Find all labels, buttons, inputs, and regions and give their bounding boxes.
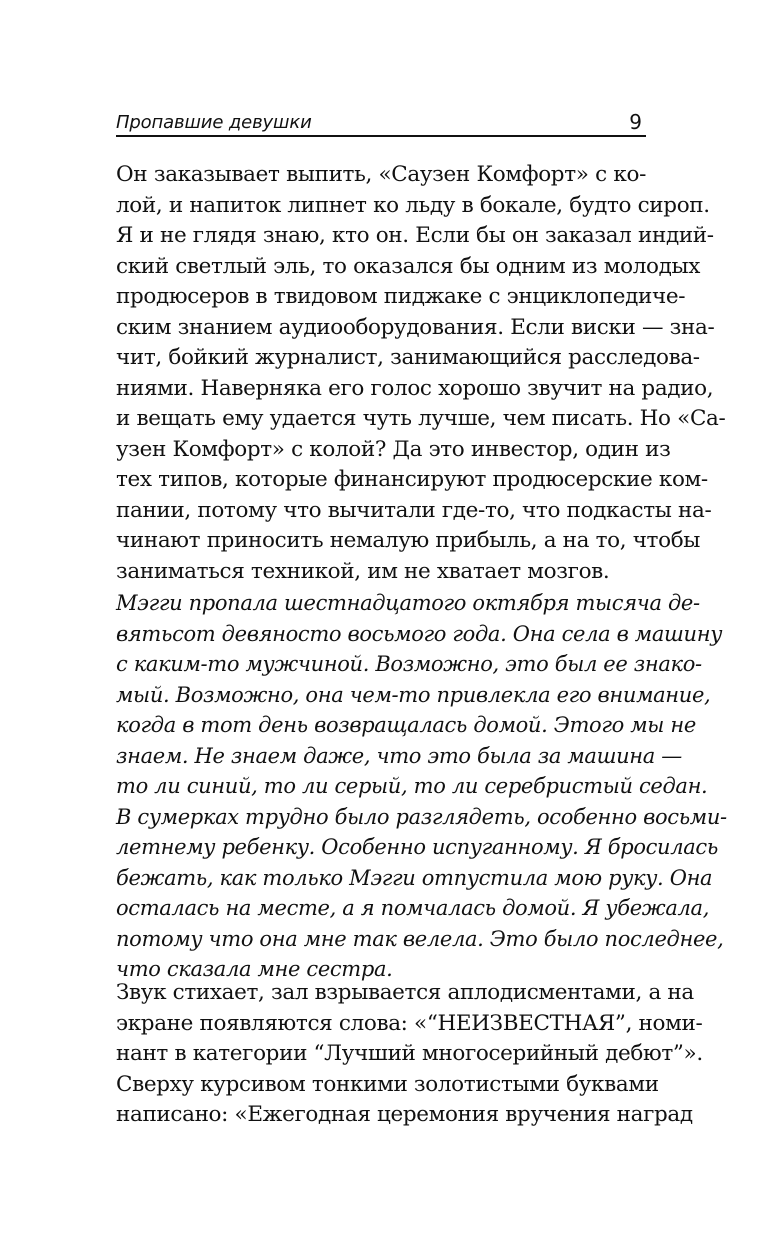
text-line: ниями. Наверняка его голос хорошо звучит на радио,	[116, 375, 714, 401]
text-line: Сверху курсивом тонкими золотистыми буквами	[116, 1071, 659, 1097]
text-line: ский светлый эль, то оказался бы одним из молодых	[116, 253, 701, 279]
text-line: ским знанием аудиооборудования. Если виски — зна-	[116, 314, 715, 340]
text-line: бежать, как только Мэгги отпустила мою руку. Она	[116, 865, 713, 890]
text-line: и вещать ему удается чуть лучше, чем писать. Но «Са-	[116, 406, 726, 431]
text-line: В сумерках трудно было разглядеть, особенно восьми-	[116, 804, 727, 829]
text-line: что сказала мне сестра.	[116, 957, 393, 981]
text-line: Я и не глядя знаю, кто он. Если бы он заказал индий-	[116, 223, 714, 248]
running-title: Пропавшие девушки	[116, 112, 312, 133]
paragraph-1	[116, 160, 726, 587]
text-line: пании, потому что вычитали где-то, что подкасты на-	[116, 497, 712, 523]
text-line: Звук стихает, зал взрывается аплодисментами, а на	[116, 980, 694, 1005]
text-line: мый. Возможно, она чем-то привлекла его внимание,	[116, 682, 711, 707]
text-line: лой, и напиток липнет ко льду в бокале, будто сироп.	[116, 192, 710, 218]
page-number: 9	[629, 110, 642, 134]
text-line: когда в тот день возвращалась домой. Этого мы не	[116, 713, 696, 737]
text-line: заниматься техникой, им не хватает мозгов.	[116, 558, 610, 584]
text-line: знаем. Не знаем даже, что это была за машина —	[116, 743, 682, 768]
text-line: узен Комфорт» с колой? Да это инвестор, один из	[116, 436, 671, 462]
text-line: Мэгги пропала шестнадцатого октября тысяча де-	[116, 591, 700, 615]
text-line: продюсеров в твидовом пиджаке с энциклопедиче-	[116, 284, 686, 309]
text-line: чинают приносить немалую прибыль, а на то, чтобы	[116, 528, 701, 553]
text-line: осталась на месте, а я помчалась домой. Я убежала,	[116, 896, 710, 920]
text-line: вятьсот девяносто восьмого года. Она села в машину	[116, 621, 723, 646]
text-line: потому что она мне так велела. Это было последнее,	[116, 926, 724, 951]
text-line: летнему ребенку. Особенно испуганному. Я бросилась	[116, 835, 718, 859]
text-line: Он заказывает выпить, «Саузен Комфорт» с ко-	[116, 162, 646, 187]
running-header	[116, 107, 646, 137]
paragraph-3	[116, 978, 703, 1131]
text-line: с каким-то мужчиной. Возможно, это был ее знако-	[116, 652, 702, 676]
text-line: то ли синий, то ли серый, то ли серебристый седан.	[116, 774, 708, 798]
text-line: написано: «Ежегодная церемония вручения наград	[116, 1102, 693, 1127]
text-line: чит, бойкий журналист, занимающийся расследова-	[116, 345, 700, 370]
text-line: тех типов, которые финансируют продюсерские ком-	[116, 467, 708, 492]
paragraph-2-italic	[116, 588, 727, 985]
text-line: экране появляются слова: «“НЕИЗВЕСТНАЯ”, номи-	[116, 1010, 703, 1036]
text-line: нант в категории “Лучший многосерийный дебют”».	[116, 1041, 703, 1066]
